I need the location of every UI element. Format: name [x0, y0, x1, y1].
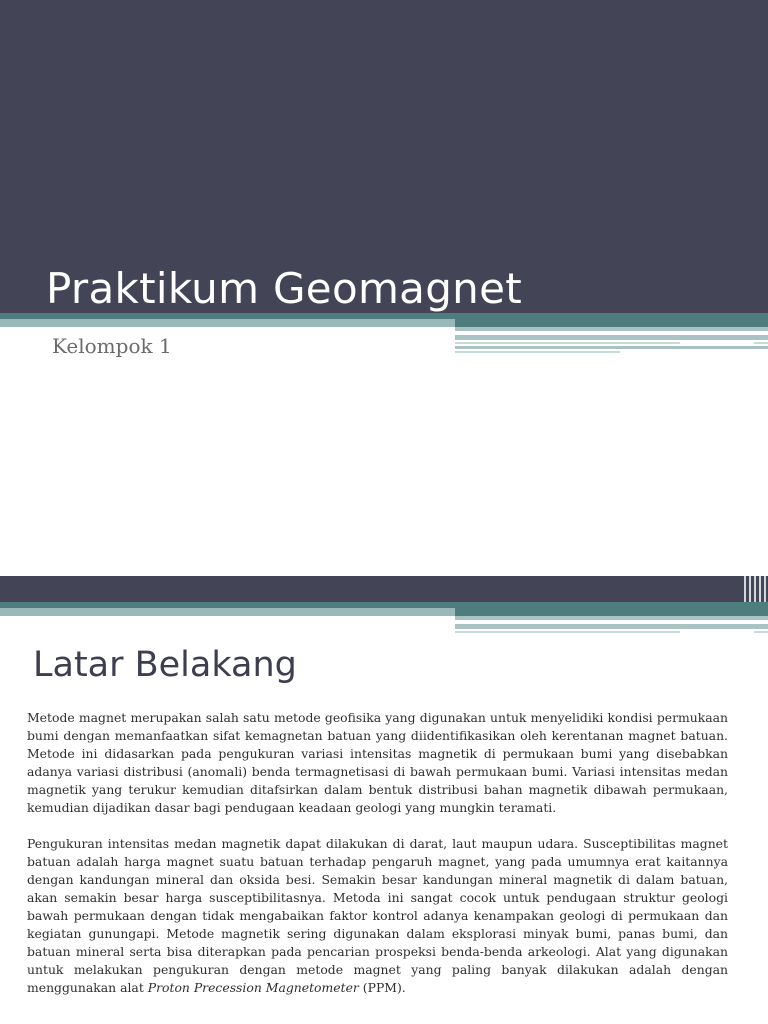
light-accent-band — [0, 319, 455, 327]
decor-stripe — [455, 351, 620, 353]
decor-stripe — [600, 331, 712, 333]
header-dark-band — [0, 576, 768, 602]
section-heading: Latar Belakang — [33, 645, 297, 685]
instrument-name: Proton Precession Magnetometer — [147, 980, 359, 995]
decor-stripe — [455, 335, 768, 340]
content-slide — [0, 576, 768, 1024]
paragraph-2-end: (PPM). — [358, 980, 406, 995]
decor-stripe — [600, 620, 712, 622]
decor-vertical-bar — [759, 576, 761, 602]
decor-vertical-bar — [749, 576, 751, 602]
slide-subtitle: Kelompok 1 — [52, 334, 172, 358]
paragraph-1: Metode magnet merupakan salah satu metode geofisika yang digunakan untuk menyelidiki kondisi permukaan bumi dengan memanfaatkan sifat kemagnetan batuan yang diidentifikasikan oleh kerentanan magnet batuan. Metode ini didasarkan pada pengukuran variasi intensitas magnetik di permukaan bumi yang disebabkan adanya variasi distribusi (anomali) benda termagnetisasi di bawah permukaan bumi. Variasi intensitas medan magnetik yang terukur kemudian ditafsirkan dalam bentuk distribusi bahan magnetik dibawah permukaan, kemudian dijadikan dasar bagi pendugaan keadaan geologi yang mungkin teramati. — [27, 710, 728, 815]
decor-stripe — [455, 346, 768, 349]
paragraph-2 — [27, 835, 728, 997]
paragraph-2-text: Pengukuran intensitas medan magnetik dapat dilakukan di darat, laut maupun udara. Susceptibilitas magnet batuan adalah harga magnet suatu batuan terhadap pengaruh magnet, yang pada umumnya erat kaitannya dengan kandungan mineral dan oksida besi. Semakin besar kandungan mineral magnetik di dalam batuan, akan semakin besar harga susceptibilitasnya. Metoda ini sangat cocok untuk pendugaan struktur geologi bawah permukaan dengan tidak mengabaikan faktor kontrol adanya kenampakan geologi di permukaan dan kegiatan gunungapi. Metode magnetik sering digunakan dalam eksplorasi minyak bumi, panas bumi, dan batuan mineral serta bisa diterapkan pada pencarian prospeksi benda-benda arkeologi. Alat yang digunakan untuk melakukan pengukuran dengan metode magnet yang paling banyak dilakukan adalah dengan menggunakan alat — [27, 836, 728, 995]
slide-title: Praktikum Geomagnet — [46, 264, 522, 313]
decor-vertical-bar — [764, 576, 766, 602]
body-text — [27, 709, 728, 997]
decor-stripe — [680, 631, 754, 633]
decor-vertical-bar — [744, 576, 746, 602]
decor-stripe — [455, 624, 768, 629]
decor-vertical-bar — [754, 576, 756, 602]
decor-stripe — [680, 342, 754, 344]
light-accent-band — [0, 608, 455, 616]
